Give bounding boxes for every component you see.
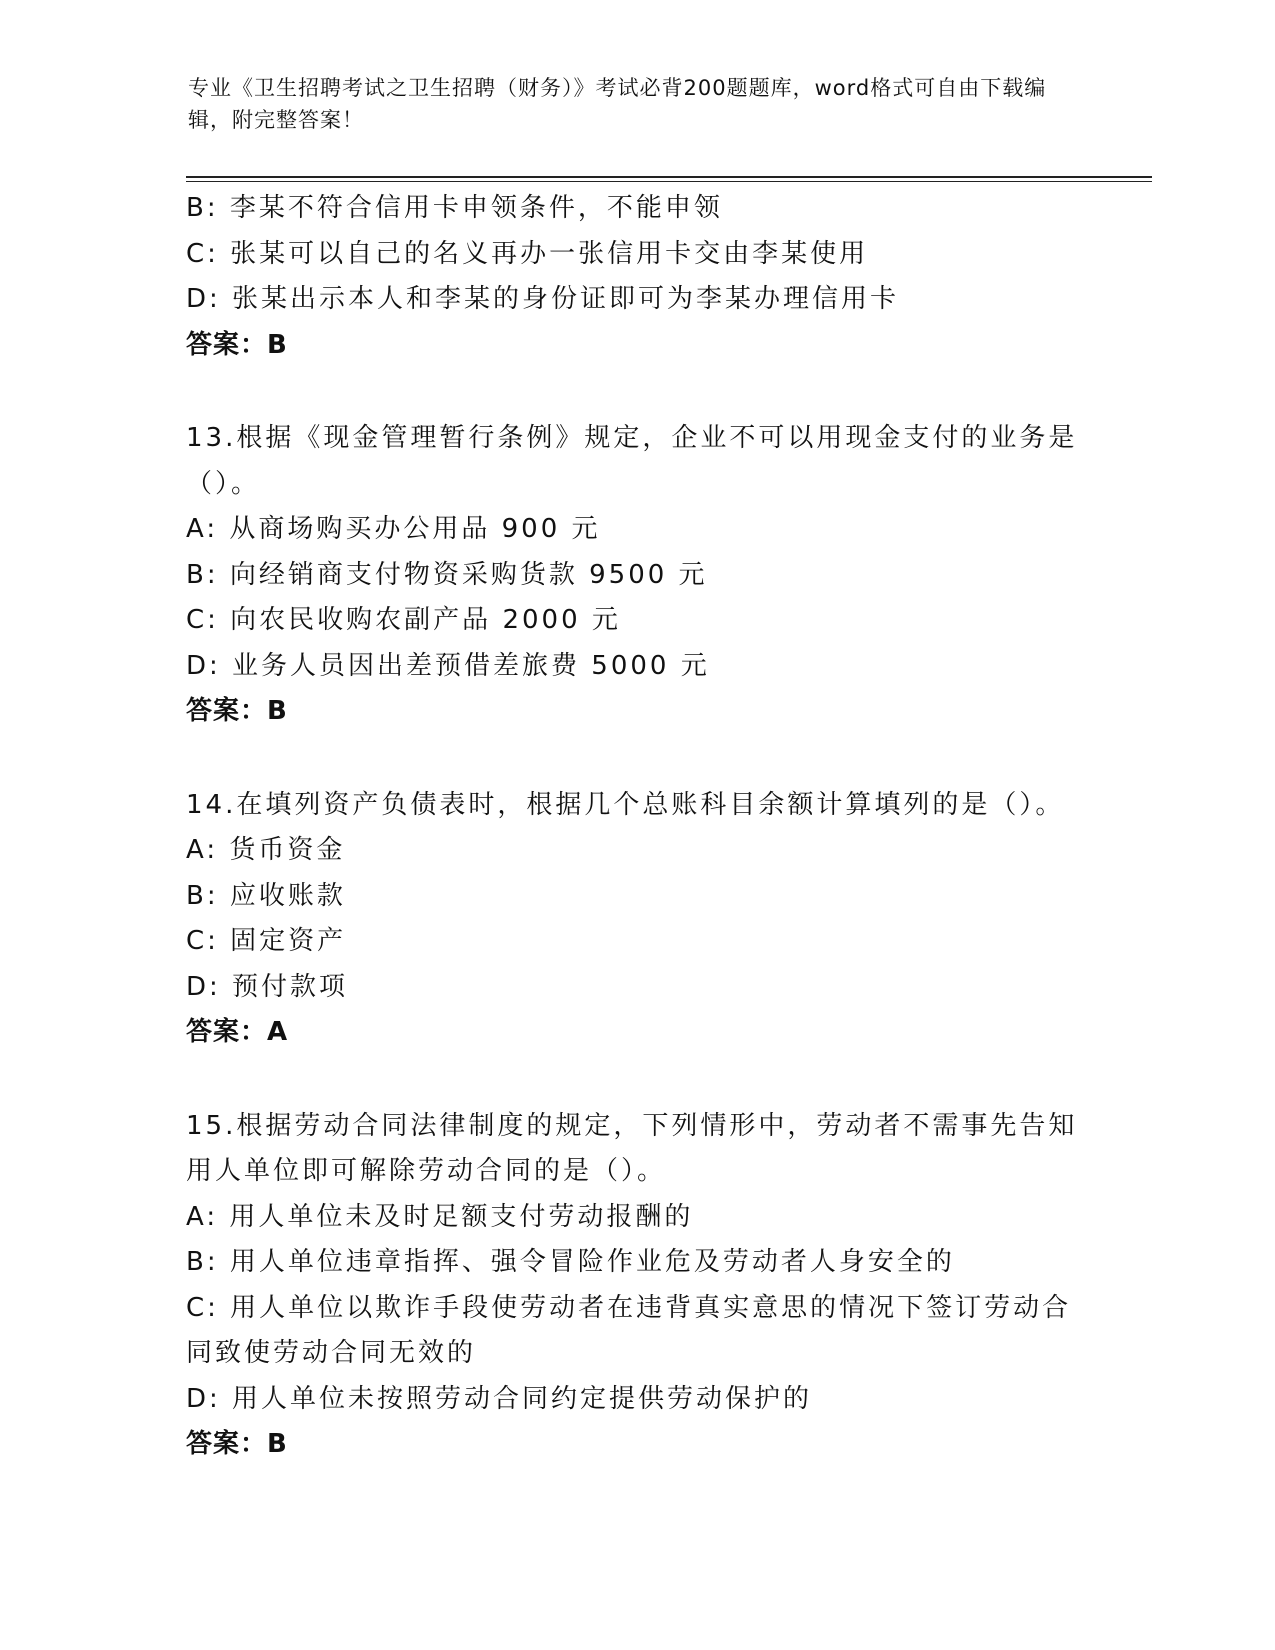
q15-option-a: A: 用人单位未及时足额支付劳动报酬的 xyxy=(186,1201,694,1232)
q14-option-b: B: 应收账款 xyxy=(186,880,346,911)
q13-stem-line-2: （）。 xyxy=(186,468,261,499)
spacer xyxy=(186,735,1086,783)
q13-option-a: A: 从商场购买办公用品 900 元 xyxy=(186,514,601,544)
q15-stem-line-2: 用人单位即可解除劳动合同的是（）。 xyxy=(186,1156,667,1186)
q15-stem-line-1: 15.根据劳动合同法律制度的规定，下列情形中，劳动者不需事先告知 xyxy=(186,1110,1078,1141)
q14-stem: 14.在填列资产负债表时，根据几个总账科目余额计算填列的是（）。 xyxy=(186,789,1065,820)
header-rule-thick xyxy=(186,176,1152,178)
q14-answer: 答案：A xyxy=(186,1017,289,1047)
q12-answer: 答案：B xyxy=(186,329,288,360)
q15-option-d: D: 用人单位未按照劳动合同约定提供劳动保护的 xyxy=(186,1383,813,1414)
q13-option-c: C: 向农民收购农副产品 2000 元 xyxy=(186,605,621,635)
q12-option-b: B: 李某不符合信用卡申领条件，不能申领 xyxy=(186,193,723,223)
q12-option-c: C: 张某可以自己的名义再办一张信用卡交由李某使用 xyxy=(186,238,869,269)
header-rule-thin xyxy=(186,181,1152,182)
question-12 xyxy=(186,186,1086,368)
q15-option-c-line-2: 同致使劳动合同无效的 xyxy=(186,1338,477,1368)
q15-answer: 答案：B xyxy=(186,1429,288,1459)
q14-option-a: A: 货币资金 xyxy=(186,835,346,865)
q13-stem-line-1: 13.根据《现金管理暂行条例》规定，企业不可以用现金支付的业务是 xyxy=(186,423,1078,453)
q13-option-b: B: 向经销商支付物资采购货款 9500 元 xyxy=(186,559,708,590)
q13-answer: 答案：B xyxy=(186,696,288,726)
q15-option-c-line-1: C: 用人单位以欺诈手段使劳动者在违背真实意思的情况下签订劳动合 xyxy=(186,1292,1072,1323)
spacer xyxy=(186,368,1086,416)
document-header: 专业《卫生招聘考试之卫生招聘（财务）》考试必背200题题库，word格式可自由下载编辑，附完整答案！ xyxy=(188,76,1047,132)
q14-option-c: C: 固定资产 xyxy=(186,926,347,956)
document-body xyxy=(186,186,1086,1468)
q13-option-d: D: 业务人员因出差预借差旅费 5000 元 xyxy=(186,650,710,681)
q14-option-d: D: 预付款项 xyxy=(186,971,349,1002)
question-15 xyxy=(186,1104,1086,1468)
question-14 xyxy=(186,783,1086,1056)
q12-option-d: D: 张某出示本人和李某的身份证即可为李某办理信用卡 xyxy=(186,284,900,314)
spacer xyxy=(186,1056,1086,1104)
q15-option-b: B: 用人单位违章指挥、强令冒险作业危及劳动者人身安全的 xyxy=(186,1247,955,1277)
question-13 xyxy=(186,416,1086,735)
